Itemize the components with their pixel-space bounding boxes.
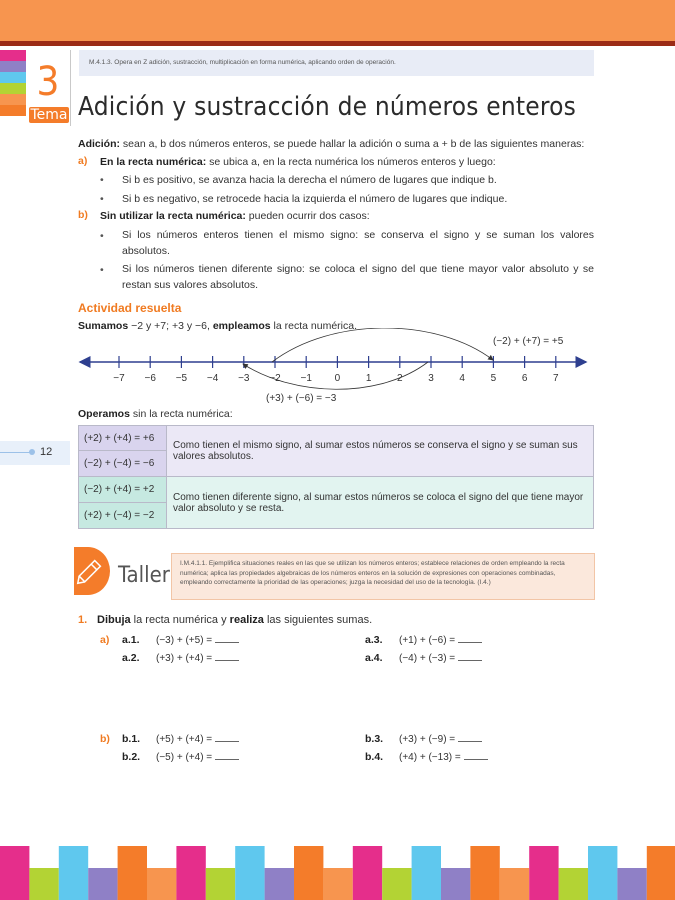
item-a1 <box>156 635 239 646</box>
realiza-text: las siguientes sumas. <box>263 614 373 626</box>
number-line-tick-label: 0 <box>334 373 341 384</box>
part-a-label: a) <box>100 634 110 646</box>
item-a2-id: a.2. <box>122 652 140 664</box>
top-band <box>0 0 675 41</box>
page-number: 12 <box>40 446 53 458</box>
table-cell: (+2) + (+4) = +6 <box>79 426 167 451</box>
number-line-tick-label: −3 <box>238 373 250 384</box>
operamos-text: sin la recta numérica: <box>129 408 233 420</box>
number-line-tick-label: −4 <box>206 373 219 384</box>
table-cell: (−2) + (+4) = +2 <box>79 477 167 503</box>
item-b4-id: b.4. <box>365 751 384 763</box>
section-a-heading <box>100 155 595 170</box>
item-b3-id: b.3. <box>365 733 384 745</box>
operamos-instruction <box>78 407 598 422</box>
dibuja-bold: Dibuja <box>97 614 131 626</box>
item-b2 <box>156 752 239 763</box>
bullet-icon: • <box>100 174 104 186</box>
number-line-tick-label: −2 <box>269 373 281 384</box>
item-a4-id: a.4. <box>365 652 383 664</box>
item-b2-id: b.2. <box>122 751 141 763</box>
number-line-tick-label: 7 <box>553 373 559 384</box>
number-line-tick-label: −5 <box>175 373 188 384</box>
number-line-tick-label: 3 <box>428 373 434 384</box>
table-cell: (+2) + (−4) = −2 <box>79 503 167 529</box>
footer-block <box>353 846 382 900</box>
top-rule <box>0 41 675 46</box>
page-number-line <box>0 452 32 453</box>
intro-paragraph <box>78 137 598 152</box>
dibuja-text: la recta numérica y <box>130 614 230 626</box>
answer-blank[interactable] <box>458 635 482 643</box>
footer-block <box>441 868 470 900</box>
section-b-bullet-1: Si los números enteros tienen el mismo signo: se conserva el signo y se suman los valores absolutos. <box>122 229 594 257</box>
footer-block <box>382 868 411 900</box>
bullet-icon: • <box>100 193 104 205</box>
footer-block <box>176 846 205 900</box>
section-b-heading <box>100 209 595 224</box>
footer-block <box>470 846 499 900</box>
footer-block <box>0 846 29 900</box>
section-b-label: b) <box>78 209 88 221</box>
page-title: Adición y sustracción de números enteros <box>78 92 576 122</box>
sumamos-text: −2 y +7; +3 y −6, <box>128 320 213 332</box>
item-b4 <box>399 752 488 763</box>
page-number-bar <box>0 441 70 465</box>
section-a-label: a) <box>78 155 88 167</box>
empleamos-bold: empleamos <box>212 320 271 332</box>
footer-block <box>500 868 529 900</box>
item-a1-id: a.1. <box>122 634 140 646</box>
curriculum-standard: M.4.1.3. Opera en Z adición, sustracción, multiplicación en forma numérica, aplicando orden de operación. <box>79 50 594 76</box>
number-line-tick-label: 5 <box>490 373 497 384</box>
number-line-tick-label: −1 <box>300 373 312 384</box>
item-a3-expr: (+1) + (−6) = <box>399 635 456 646</box>
operamos-bold: Operamos <box>78 408 130 420</box>
number-line-tick-label: 1 <box>365 373 372 384</box>
table-row <box>79 426 594 451</box>
bullet-icon: • <box>100 264 104 276</box>
exercise-instruction <box>97 614 372 626</box>
item-b2-expr: (−5) + (+4) = <box>156 752 213 763</box>
tema-label: Tema <box>30 107 68 123</box>
footer-block <box>59 846 88 900</box>
item-a1-expr: (−3) + (+5) = <box>156 635 213 646</box>
item-a2 <box>156 653 239 664</box>
footer-block <box>588 846 617 900</box>
exercise-number: 1. <box>78 614 88 626</box>
section-b-text: pueden ocurrir dos casos: <box>245 210 370 222</box>
item-a4 <box>399 653 482 664</box>
table-cell-description: Como tienen el mismo signo, al sumar estos números se conserva el signo y se suman sus valores absolutos. <box>167 426 594 477</box>
bottom-expression: (+3) + (−6) = −3 <box>266 393 337 404</box>
number-line-tick-label: −7 <box>113 373 125 384</box>
footer-block <box>88 868 117 900</box>
answer-blank[interactable] <box>215 752 239 760</box>
tema-color-stripes <box>0 50 26 116</box>
item-b1-id: b.1. <box>122 733 141 745</box>
answer-blank[interactable] <box>215 653 239 661</box>
arc-minus2-plus7 <box>272 328 493 362</box>
footer-block <box>412 846 441 900</box>
item-a4-expr: (−4) + (−3) = <box>399 653 456 664</box>
sumamos-bold: Sumamos <box>78 320 129 332</box>
item-a3-id: a.3. <box>365 634 383 646</box>
footer-block <box>323 868 352 900</box>
part-b-label: b) <box>100 733 110 745</box>
item-b1-expr: (+5) + (+4) = <box>156 734 213 745</box>
footer-block <box>29 868 58 900</box>
table-row <box>79 477 594 503</box>
number-line-tick-label: 4 <box>459 373 465 384</box>
number-line-tick-label: −6 <box>144 373 156 384</box>
item-a2-expr: (+3) + (+4) = <box>156 653 213 664</box>
answer-blank[interactable] <box>464 752 488 760</box>
section-a-bold: En la recta numérica: <box>100 156 207 168</box>
pencil-icon <box>74 547 114 595</box>
bullet-icon: • <box>100 230 104 242</box>
section-a-bullet-2: Si b es negativo, se retrocede hacia la izquierda el número de lugares que indique. <box>122 193 508 205</box>
footer-block <box>147 868 176 900</box>
answer-blank[interactable] <box>215 734 239 742</box>
item-b4-expr: (+4) + (−13) = <box>399 752 461 763</box>
empleamos-text: la recta numérica. <box>270 320 357 332</box>
page-number-dot <box>29 449 35 455</box>
footer-block <box>118 846 147 900</box>
number-line-tick-label: 6 <box>521 373 528 384</box>
footer-color-blocks <box>0 846 675 900</box>
answer-blank[interactable] <box>458 734 482 742</box>
taller-title: Taller <box>118 563 170 588</box>
item-b3 <box>399 734 482 745</box>
item-a3 <box>399 635 482 646</box>
footer-block <box>206 868 235 900</box>
realiza-bold: realiza <box>229 614 264 626</box>
footer-block <box>235 846 264 900</box>
section-b-bold: Sin utilizar la recta numérica: <box>100 210 246 222</box>
operations-table <box>78 425 594 529</box>
number-line-diagram <box>78 328 594 406</box>
footer-block <box>617 868 646 900</box>
top-expression: (−2) + (+7) = +5 <box>493 336 564 347</box>
table-cell-description: Como tienen diferente signo, al sumar estos números se coloca el signo del que tiene mayor valor absoluto y se resta. <box>167 477 594 529</box>
footer-block <box>265 868 294 900</box>
tema-number: 3 <box>36 59 60 105</box>
item-b1 <box>156 734 239 745</box>
footer-block <box>559 868 588 900</box>
section-a-text: se ubica a, en la recta numérica los números enteros y luego: <box>206 156 496 168</box>
table-cell: (−2) + (−4) = −6 <box>79 451 167 477</box>
tema-divider <box>70 50 71 126</box>
answer-blank[interactable] <box>215 635 239 643</box>
footer-block <box>647 846 675 900</box>
number-line-tick-label: 2 <box>397 373 403 384</box>
item-b3-expr: (+3) + (−9) = <box>399 734 456 745</box>
footer-block <box>529 846 558 900</box>
answer-blank[interactable] <box>458 653 482 661</box>
intro-bold: Adición: <box>78 138 120 150</box>
footer-block <box>294 846 323 900</box>
section-b-bullet-2: Si los números tienen diferente signo: se coloca el signo del que tiene mayor valor absoluto y se restan sus valores absolutos. <box>122 263 594 291</box>
intro-text: sean a, b dos números enteros, se puede hallar la adición o suma a + b de las siguientes maneras: <box>120 138 585 150</box>
taller-criteria: I.M.4.1.1. Ejemplifica situaciones reales en las que se utilizan los números enteros; establece relaciones de orden empleando la recta numérica; aplica las propiedades algebraicas de los números enteros en la solución de expresiones con operaciones combinadas, empleando correctamente la prioridad de las operaciones; juzga la necesidad del uso de la tecnología. (I.4.) <box>171 553 595 600</box>
activity-title: Actividad resuelta <box>78 301 182 315</box>
section-a-bullet-1: Si b es positivo, se avanza hacia la derecha el número de lugares que indique b. <box>122 174 497 186</box>
